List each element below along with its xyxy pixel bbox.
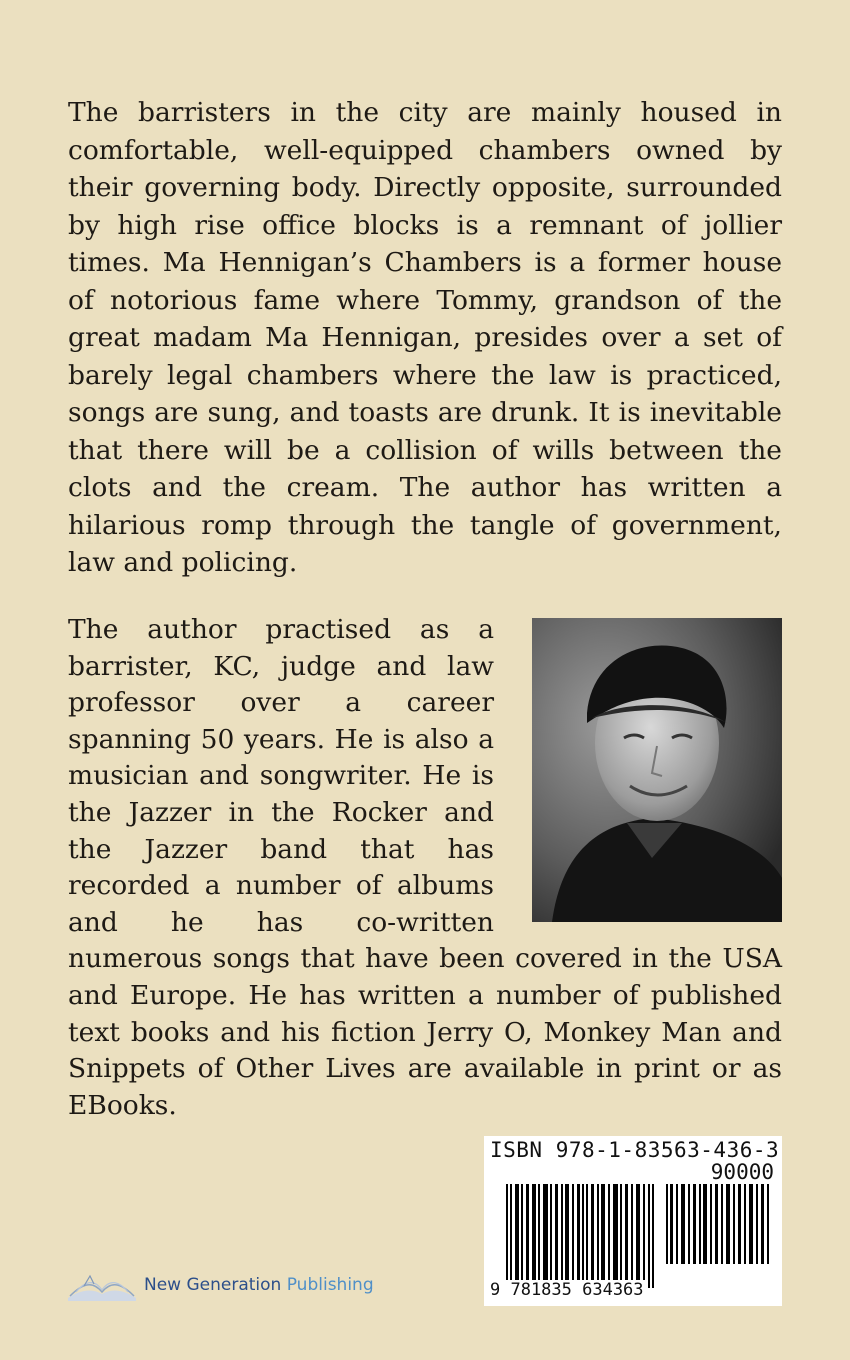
publisher-name-part1: New Generation (144, 1275, 282, 1295)
ean-digits: 9 781835 634363 (490, 1280, 644, 1300)
open-book-icon (66, 1268, 138, 1302)
publisher-name-part2: Publishing (286, 1275, 374, 1295)
publisher-logo (66, 1268, 374, 1302)
author-photo (532, 618, 782, 922)
author-portrait-image (532, 618, 782, 922)
barcode-bars (506, 1184, 654, 1288)
price-barcode-bars (666, 1184, 770, 1264)
author-bio-section (68, 612, 782, 1124)
publisher-name (144, 1275, 374, 1295)
isbn-barcode (484, 1136, 782, 1306)
blurb-paragraph: The barristers in the city are mainly housed in comfortable, well-equipped chambers owned by their governing body. Directly opposite, surrounded by high rise office blocks is a remnant of jollier times. Ma Hennigan’s Chambers is a former house of notorious fame where Tommy, grandson of the great madam Ma Hennigan, presides over a set of barely legal chambers where the law is practiced, songs are sung, and toasts are drunk. It is inevitable that there will be a collision of wills between the clots and the cream. The author has written a hilarious romp through the tangle of government, law and policing. (68, 97, 782, 578)
isbn-label: ISBN 978-1-83563-436-3 (490, 1138, 780, 1162)
price-code: 90000 (710, 1160, 774, 1184)
author-bio-paragraph: The author practised as a barrister, KC, judge and law professor over a career spanning 50 years. He is also a musician and songwriter. He is the Jazzer in the Rocker and the Jazzer band that has recorded a number of albums and he has co-written numerous songs that have been covered in the USA and Europe. He has written a number of published text books and his fiction Jerry O, Monkey Man and Snippets of Other Lives are available in print or as EBooks. (68, 614, 782, 1121)
